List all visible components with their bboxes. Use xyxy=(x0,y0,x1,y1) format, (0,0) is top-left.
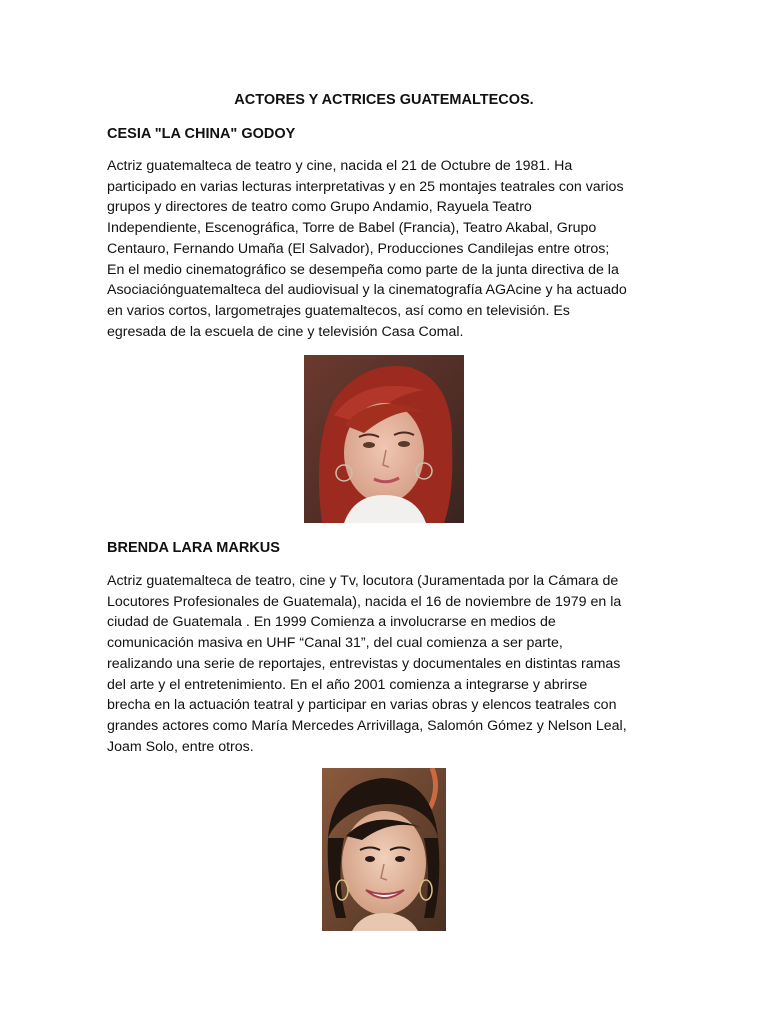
bio-line: en varios cortos, largometrajes guatemaltecos, así como en televisión. Es xyxy=(107,302,570,319)
bio-line: Asociaciónguatemalteca del audiovisual y la cinematografía AGAcine y ha actuado xyxy=(107,282,627,299)
bio-line: grupos y directores de teatro como Grupo Andamio, Rayuela Teatro xyxy=(107,199,532,216)
bio-line: Actriz guatemalteca de teatro y cine, nacida el 21 de Octubre de 1981. Ha xyxy=(107,158,573,174)
actor-bio-paragraph xyxy=(107,571,667,757)
bio-line: Joam Solo, entre otros. xyxy=(107,738,254,755)
actor-bio-paragraph xyxy=(107,156,667,342)
actor-portrait-photo xyxy=(322,768,446,931)
bio-line: En el medio cinematográfico se desempeña como parte de la junta directiva de la xyxy=(107,261,619,278)
bio-line: del arte y el entretenimiento. En el año 2001 comienza a integrarse y abrirse xyxy=(107,676,588,693)
document-title: ACTORES Y ACTRICES GUATEMALTECOS. xyxy=(234,92,534,108)
bio-line: comunicación masiva en UHF “Canal 31”, del cual comienza a ser parte, xyxy=(107,635,563,652)
bio-line: Locutores Profesionales de Guatemala), nacida el 16 de noviembre de 1979 en la xyxy=(107,593,622,610)
bio-line: participado en varias lecturas interpretativas y en 25 montajes teatrales con varios xyxy=(107,178,624,195)
bio-line: brecha en la actuación teatral y participar en varias obras y elencos teatrales con xyxy=(107,697,617,714)
actor-name-heading: BRENDA LARA MARKUS xyxy=(107,540,280,556)
bio-line: grandes actores como María Mercedes Arrivillaga, Salomón Gómez y Nelson Leal, xyxy=(107,717,627,734)
actor-name-heading: CESIA "LA CHINA" GODOY xyxy=(107,126,296,142)
bio-line: egresada de la escuela de cine y televisión Casa Comal. xyxy=(107,323,464,340)
bio-line: realizando una serie de reportajes, entrevistas y documentales en distintas ramas xyxy=(107,655,621,672)
bio-line: Centauro, Fernando Umaña (El Salvador), Producciones Candilejas entre otros; xyxy=(107,240,610,257)
bio-line: Independiente, Escenográfica, Torre de Babel (Francia), Teatro Akabal, Grupo xyxy=(107,220,597,237)
bio-line: Actriz guatemalteca de teatro, cine y Tv, locutora (Juramentada por la Cámara de xyxy=(107,573,619,589)
bio-line: ciudad de Guatemala . En 1999 Comienza a involucrarse en medios de xyxy=(107,614,556,631)
actor-portrait-photo xyxy=(304,355,464,523)
